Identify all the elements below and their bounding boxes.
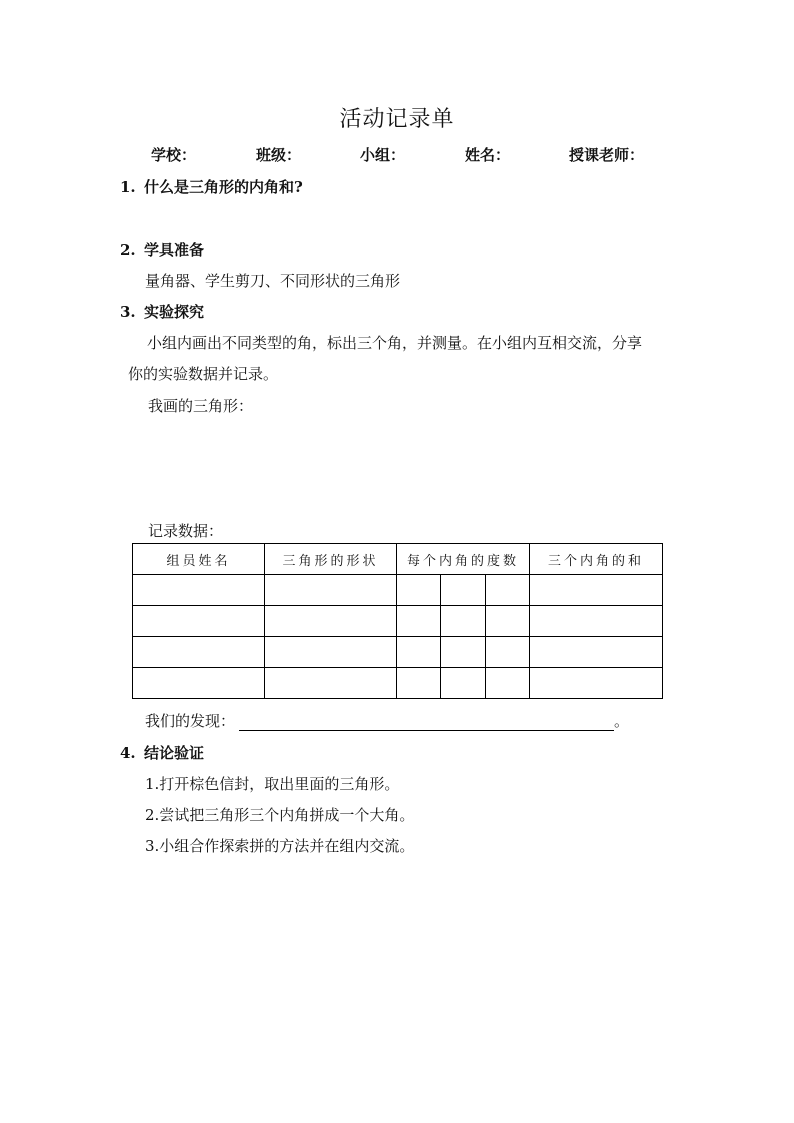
table-cell[interactable] xyxy=(133,606,265,637)
table-cell[interactable] xyxy=(530,637,663,668)
table-cell[interactable] xyxy=(486,606,530,637)
name-field-label: 姓名： xyxy=(465,146,511,164)
section-title: 学具准备 xyxy=(144,241,205,259)
table-cell[interactable] xyxy=(397,637,441,668)
table-cell[interactable] xyxy=(530,606,663,637)
table-cell[interactable] xyxy=(397,668,441,699)
table-cell[interactable] xyxy=(133,575,265,606)
record-data-label: 记录数据： xyxy=(148,522,224,540)
step-2: 2.尝试把三角形三个内角拼成一个大角。 xyxy=(145,806,415,824)
table-cell[interactable] xyxy=(441,606,486,637)
section-title: 结论验证 xyxy=(144,744,205,762)
discovery-label: 我们的发现： xyxy=(145,712,236,730)
section-number: 2. xyxy=(120,241,136,259)
discovery-line xyxy=(145,710,629,731)
table-cell[interactable] xyxy=(486,575,530,606)
table-cell[interactable] xyxy=(265,606,397,637)
step-1: 1.打开棕色信封，取出里面的三角形。 xyxy=(145,775,400,793)
section-title: 实验探究 xyxy=(144,303,205,321)
table-header-row xyxy=(133,544,663,575)
school-field-label: 学校： xyxy=(151,146,197,164)
discovery-blank[interactable] xyxy=(239,714,614,731)
table-row xyxy=(133,575,663,606)
experiment-text-line-1: 小组内画出不同类型的角，标出三个角，并测量。在小组内互相交流，分享 xyxy=(147,334,643,352)
section-title: 什么是三角形的内角和? xyxy=(144,178,303,196)
class-field-label: 班级： xyxy=(256,146,302,164)
discovery-period: 。 xyxy=(614,712,630,730)
section-1-heading xyxy=(120,176,303,197)
table-cell[interactable] xyxy=(530,575,663,606)
header-member-name: 组员姓名 xyxy=(133,544,265,575)
table-row xyxy=(133,637,663,668)
table-cell[interactable] xyxy=(486,668,530,699)
header-angle-degrees: 每个内角的度数 xyxy=(397,544,530,575)
header-angle-sum: 三个内角的和 xyxy=(530,544,663,575)
table-cell[interactable] xyxy=(265,575,397,606)
table-cell[interactable] xyxy=(397,575,441,606)
section-number: 1. xyxy=(120,178,136,196)
draw-triangle-prompt: 我画的三角形： xyxy=(148,397,254,415)
table-cell[interactable] xyxy=(133,637,265,668)
materials-text: 量角器、学生剪刀、不同形状的三角形 xyxy=(145,272,401,290)
table-cell[interactable] xyxy=(397,606,441,637)
experiment-text-line-2: 你的实验数据并记录。 xyxy=(128,365,279,383)
table-cell[interactable] xyxy=(486,637,530,668)
table-cell[interactable] xyxy=(265,637,397,668)
table-cell[interactable] xyxy=(441,668,486,699)
table-row xyxy=(133,668,663,699)
section-number: 4. xyxy=(120,744,136,762)
table-cell[interactable] xyxy=(441,575,486,606)
section-number: 3. xyxy=(120,303,136,321)
section-4-heading xyxy=(120,742,204,763)
table-cell[interactable] xyxy=(133,668,265,699)
table-cell[interactable] xyxy=(265,668,397,699)
section-3-heading xyxy=(120,301,204,322)
teacher-field-label: 授课老师： xyxy=(569,146,645,164)
page-title: 活动记录单 xyxy=(339,107,455,132)
step-3: 3.小组合作探索拼的方法并在组内交流。 xyxy=(145,837,415,855)
section-2-heading xyxy=(120,239,204,260)
header-triangle-shape: 三角形的形状 xyxy=(265,544,397,575)
table-row xyxy=(133,606,663,637)
table-cell[interactable] xyxy=(441,637,486,668)
record-table xyxy=(132,543,663,699)
table-cell[interactable] xyxy=(530,668,663,699)
group-field-label: 小组： xyxy=(360,146,406,164)
